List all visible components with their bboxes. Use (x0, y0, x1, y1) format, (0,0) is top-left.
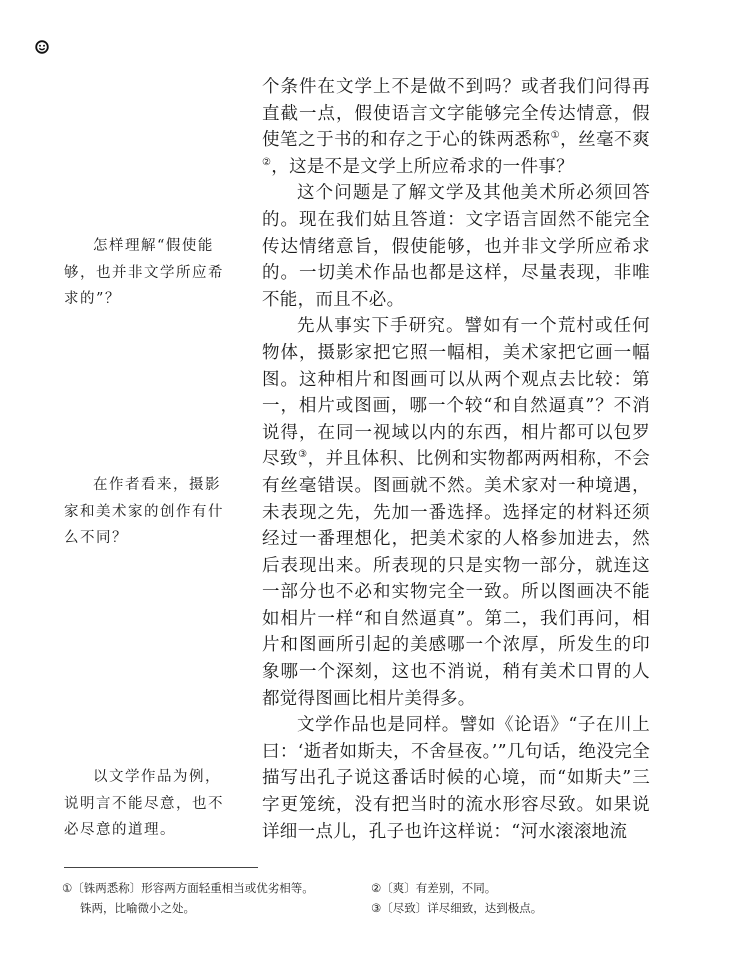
footnote-marker: ① (550, 130, 561, 142)
footnote-2: ②〔爽〕有差别，不同。 (371, 881, 497, 895)
side-note-question-3: 以文学作品为例，说明言不能尽意，也不必尽意的道理。 (64, 769, 224, 838)
paragraph-2: 这个问题是了解文学及其他美术所必须回答的。现在我们姑且答道：文字语言固然不能完全传达情绪意旨，假使能够，也并非文学所应希求的。一切美术作品也都是这样，尽量表现，非唯不能，而且不必。 (262, 183, 650, 310)
footnote-divider (64, 867, 258, 868)
paragraph-4: 文学作品也是同样。譬如《论语》“子在川上曰：‘逝者如斯夫，不舍昼夜。’”几句话，绝没完全描写出孔子说这番话时候的心境，而“如斯夫”三字更笼统，没有把当时的流水形容尽致。如果说详细一点儿，孔子也许这样说：“河水滚滚地流 (262, 715, 650, 842)
paragraph-1: 个条件在文学上不是做不到吗？或者我们问得再直截一点，假使语言文字能够完全传达情意，假使笔之于书的和存之于心的铢两悉称①，丝毫不爽②，这是不是文学上所应希求的一件事？ (262, 77, 650, 177)
side-note-question-2: 在作者看来，摄影家和美术家的创作有什么不同？ (64, 477, 224, 546)
footnote-3: ③〔尽致〕详尽细致，达到极点。 (371, 901, 543, 915)
footnote-1: ①〔铢两悉称〕形容两方面轻重相当或优劣相等。 (62, 881, 314, 895)
footnote-marker: ② (262, 156, 272, 168)
main-text (262, 74, 650, 845)
smiley-icon (35, 40, 49, 54)
paragraph-3: 先从事实下手研究。譬如有一个荒村或任何物体，摄影家把它照一幅相，美术家把它画一幅图。这种相片和图画可以从两个观点去比较：第一，相片或图画，哪一个较“和自然逼真”？不消说得，在同一视域以内的东西，相片都可以包罗尽致③，并且体积、比例和实物都两两相称，不会有丝毫错误。图画就不然。美术家对一种境遇，未表现之先，先加一番选择。选择定的材料还须经过一番理想化，把美术家的人格参加进去，然后表现出来。所表现的只是实物一部分，就连这一部分也不必和实物完全一致。所以图画决不能如相片一样“和自然逼真”。第二，我们再问，相片和图画所引起的美感哪一个浓厚，所发生的印象哪一个深刻，这也不消说，稍有美术口胃的人都觉得图画比相片美得多。 (262, 316, 650, 709)
footnote-marker: ③ (298, 449, 308, 461)
footnote-1-continued: 铢两，比喻微小之处。 (80, 901, 195, 915)
side-note-question-1: 怎样理解“假使能够，也并非文学所应希求的”？ (64, 238, 224, 307)
